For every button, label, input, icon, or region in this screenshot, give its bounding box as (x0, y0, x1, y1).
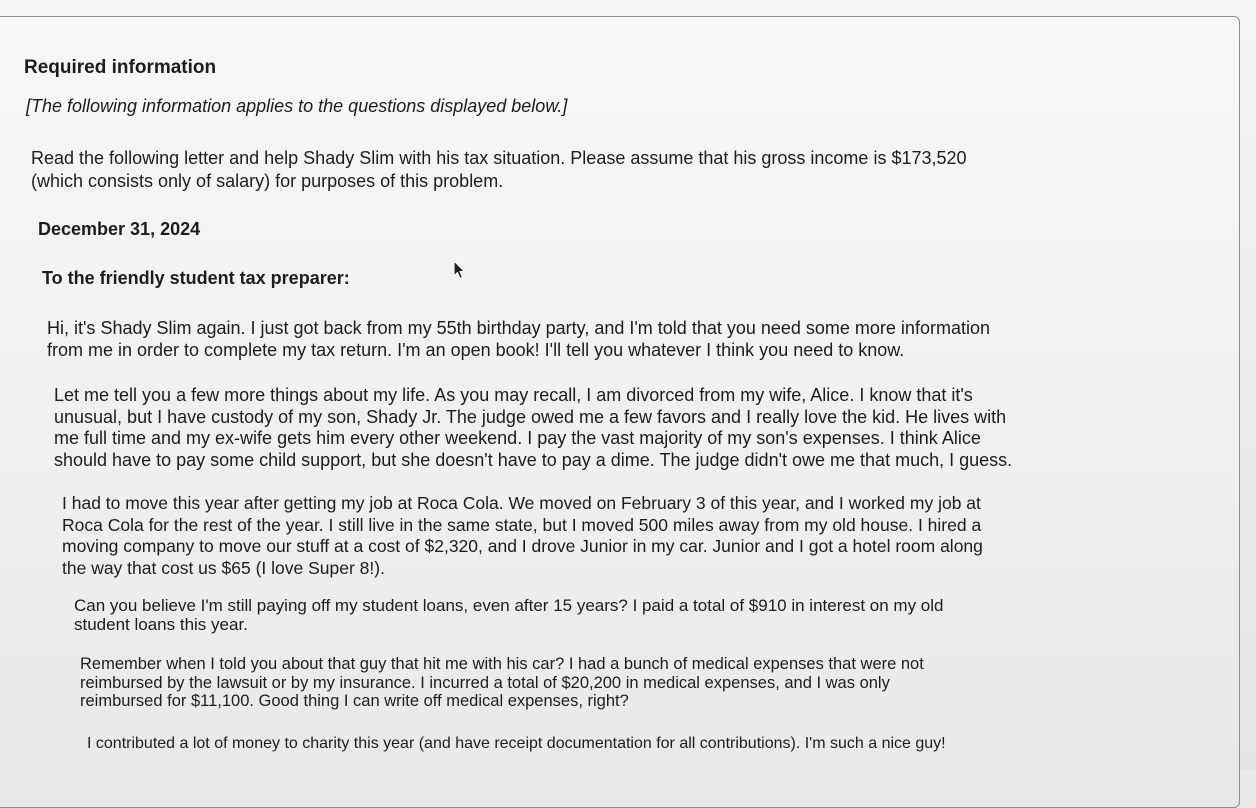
paragraph-line: Roca Cola for the rest of the year. I still live in the same state, but I moved 500 miles away from my old house. I hired a (62, 514, 982, 535)
paragraph-line: moving company to move our stuff at a cost of $2,320, and I drove Junior in my car. Junior and I got a hotel room along (62, 536, 983, 556)
paragraph-line: Can you believe I'm still paying off my student loans, even after 15 years? I paid a total of $910 in interest on my old (74, 596, 944, 615)
paragraph-line: me full time and my ex-wife gets him every other weekend. I pay the vast majority of my son's expenses. I think Alice (54, 428, 981, 448)
instructions (31, 147, 967, 193)
paragraph-line: student loans this year. (74, 615, 248, 634)
paragraph-line: I contributed a lot of money to charity this year (and have receipt documentation for all contributions). I'm such a nice guy! (87, 735, 946, 752)
paragraph-line: should have to pay some child support, but she doesn't have to pay a dime. The judge didn't owe me that much, I guess. (54, 449, 1013, 470)
paragraph-line: I had to move this year after getting my job at Roca Cola. We moved on February 3 of this year, and I worked my job at (62, 493, 981, 513)
intro-note: [The following information applies to the questions displayed below.] (26, 96, 568, 116)
letter-paragraph-medical (80, 655, 924, 711)
paragraph-line: from me in order to complete my tax return. I'm an open book! I'll tell you whatever I think you need to know. (47, 340, 905, 360)
letter-paragraph-custody (54, 385, 1012, 471)
paragraph-line: Remember when I told you about that guy that hit me with his car? I had a bunch of medical expenses that were not (80, 655, 924, 673)
letter-paragraph-greeting (47, 317, 990, 361)
letter-date: December 31, 2024 (38, 219, 201, 239)
paragraph-line: unusual, but I have custody of my son, Shady Jr. The judge owed me a few favors and I really love the kid. He lives with (54, 406, 1007, 427)
paragraph-line: the way that cost us $65 (I love Super 8!). (62, 557, 385, 578)
instructions-line: Read the following letter and help Shady Slim with his tax situation. Please assume that his gross income is $173,520 (31, 148, 967, 168)
mouse-pointer-icon (452, 260, 466, 280)
paragraph-line: reimbursed by the lawsuit or by my insurance. I incurred a total of $20,200 in medical expenses, and I was only (80, 673, 890, 692)
section-title: Required information (24, 57, 217, 78)
letter-paragraph-charity (87, 734, 946, 753)
letter-salutation: To the friendly student tax preparer: (42, 268, 350, 288)
paragraph-line: Let me tell you a few more things about my life. As you may recall, I am divorced from my wife, Alice. I know that it's (54, 385, 973, 405)
paragraph-line: reimbursed for $11,100. Good thing I can write off medical expenses, right? (80, 692, 629, 710)
letter-paragraph-student-loans (74, 596, 943, 634)
letter-paragraph-moving (62, 493, 983, 579)
paragraph-line: Hi, it's Shady Slim again. I just got back from my 55th birthday party, and I'm told that you need some more information (47, 318, 990, 338)
instructions-line: (which consists only of salary) for purposes of this problem. (31, 171, 504, 191)
